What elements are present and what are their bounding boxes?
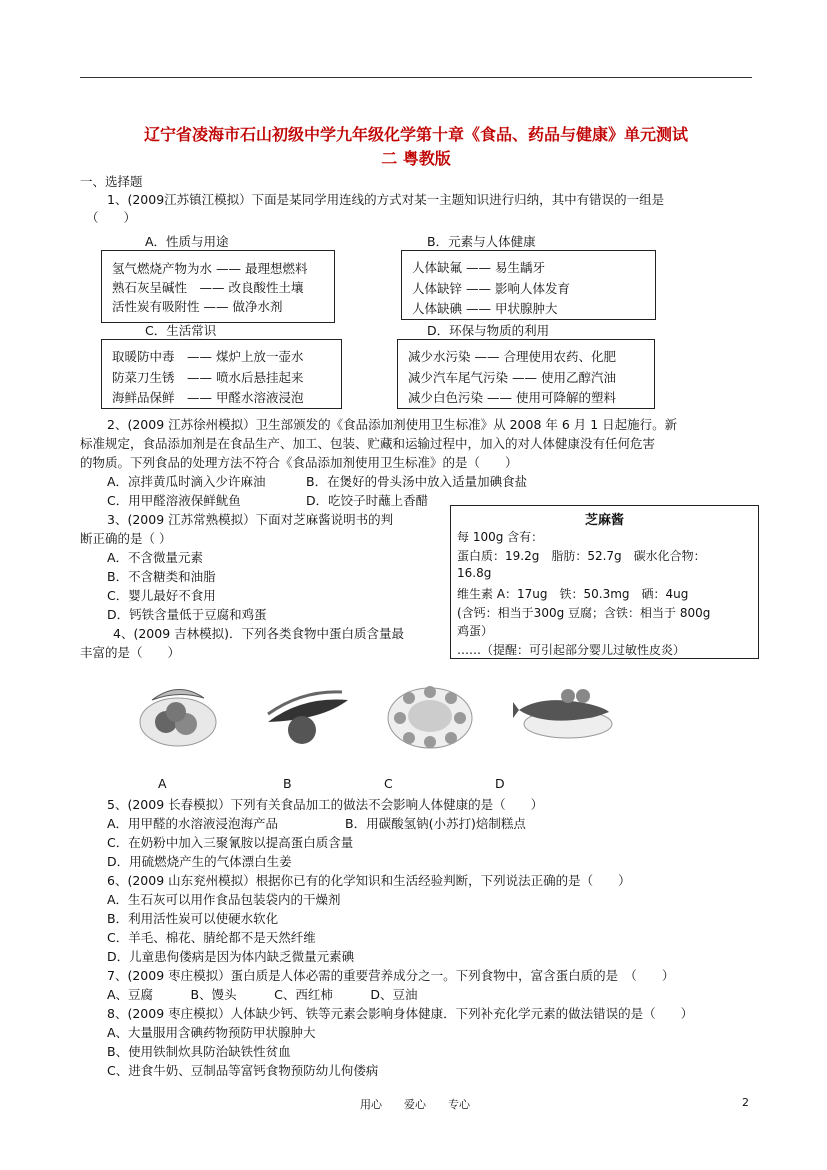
q2-option-b: B．在煲好的骨头汤中放入适量加碘食盐	[306, 474, 528, 489]
q2-option-a: A．凉拌黄瓜时滴入少许麻油	[107, 474, 266, 489]
q3-option: A．不含微量元素	[107, 550, 204, 565]
q8-option: A、大量服用含碘药物预防甲状腺肿大	[107, 1025, 316, 1040]
q1-c-line: 取暖防中毒 —— 煤炉上放一壶水	[112, 349, 304, 364]
section-heading: 一、选择题	[80, 174, 143, 189]
sesame-label-box	[450, 505, 759, 659]
q1-box-d	[397, 339, 655, 409]
q5-option: D．用硫燃烧产生的气体漂白生姜	[107, 854, 292, 869]
q2-stem: 标准规定，食品添加剂是在食品生产、加工、包装、贮藏和运输过程中，加入的对人体健康没有任何危害	[80, 436, 656, 451]
q5-option: C．在奶粉中加入三聚氰胺以提高蛋白质含量	[107, 835, 354, 850]
q6-option: A．生石灰可以用作食品包装袋内的干燥剂	[107, 892, 341, 907]
q5-option: A．用甲醛的水溶液浸泡海产品	[107, 816, 279, 831]
q2-stem: 2、(2009 江苏徐州模拟）卫生部颁发的《食品添加剂使用卫生标准》从 2008 年 6 月 1 日起施行。新	[107, 417, 678, 432]
sweet-potato-image	[262, 686, 352, 746]
q1-c-line: 海鲜品保鲜 —— 甲醛水溶液浸泡	[112, 390, 304, 405]
q2-option-c: C．用甲醛溶液保鲜鱿鱼	[107, 493, 241, 508]
q4-stem: 4、(2009 吉林模拟)．下列各类食物中蛋白质含量最	[113, 626, 404, 641]
q2-stem: 的物质。下列食品的处理方法不符合《食品添加剂使用卫生标准》的是（ ）	[80, 455, 518, 470]
q3-stem: 断正确的是（ ）	[80, 531, 172, 546]
page-number: 2	[742, 1096, 749, 1109]
q7-stem: 7、(2009 枣庄模拟）蛋白质是人体必需的重要营养成分之一。下列食物中，富含蛋白质的是 （ ）	[107, 968, 675, 983]
q4-stem: 丰富的是（ ）	[80, 645, 181, 660]
q3-option: C．婴儿最好不食用	[107, 588, 216, 603]
q8-option: B、使用铁制炊具防治缺铁性贫血	[107, 1044, 291, 1059]
sesame-row: 蛋白质：19.2g 脂肪：52.7g 碳水化合物：	[457, 549, 706, 563]
q1-d-label: D．环保与物质的利用	[427, 323, 550, 338]
q1-d-line: 减少汽车尾气污染 —— 使用乙醇汽油	[408, 370, 616, 385]
q4-picture-label: C	[384, 776, 393, 791]
sesame-row: ……（提醒：可引起部分婴儿过敏性皮炎）	[457, 643, 686, 657]
q1-stem: 1、(2009江苏镇江模拟）下面是某同学用连线的方式对某一主题知识进行归纳，其中有错误的一组是	[107, 192, 665, 207]
q1-a-line: 活性炭有吸附性 —— 做净水剂	[112, 299, 283, 314]
q1-c-line: 防菜刀生锈 —— 喷水后悬挂起来	[112, 370, 304, 385]
q4-picture-label: D	[495, 776, 505, 791]
q6-option: C．羊毛、棉花、腈纶都不是天然纤维	[107, 930, 316, 945]
header-rule	[80, 77, 752, 78]
q3-option: D．钙铁含量低于豆腐和鸡蛋	[107, 607, 267, 622]
q6-option: D．儿童患佝偻病是因为体内缺乏微量元素碘	[107, 949, 355, 964]
q1-a-line: 氢气燃烧产物为水 —— 最理想燃料	[112, 261, 308, 276]
q8-option: C、进食牛奶、豆制品等富钙食物预防幼儿佝偻病	[107, 1063, 379, 1078]
q1-stem-2: （ ）	[86, 210, 137, 225]
q4-picture-label: B	[283, 776, 292, 791]
fish-plate-image	[513, 682, 613, 742]
q1-d-line: 减少水污染 —— 合理使用农药、化肥	[408, 349, 616, 364]
sesame-row: 每 100g 含有：	[457, 530, 544, 544]
q1-d-line: 减少白色污染 —— 使用可降解的塑料	[408, 390, 616, 405]
page-title: 辽宁省凌海市石山初级中学九年级化学第十章《食品、药品与健康》单元测试	[143, 125, 688, 144]
sesame-row: (含钙：相当于300g 豆腐；含铁：相当于 800g	[457, 606, 711, 620]
q2-option-d: D．吃饺子时蘸上香醋	[306, 493, 429, 508]
q3-option: B．不含糖类和油脂	[107, 569, 216, 584]
q1-b-line: 人体缺氟 —— 易生龋牙	[412, 260, 545, 275]
fruit-plate-image	[138, 678, 218, 748]
q5-option: B．用碳酸氢钠(小苏打)焙制糕点	[345, 816, 526, 831]
q3-stem: 3、(2009 江苏常熟模拟）下面对芝麻酱说明书的判	[107, 512, 394, 527]
sesame-row: 维生素 A：17ug 铁：50.3mg 硒：4ug	[457, 587, 689, 601]
page-title-line2: 二 粤教版	[381, 149, 451, 168]
sesame-row: 16.8g	[457, 566, 492, 580]
q1-box-b	[401, 250, 656, 320]
q1-c-label: C．生活常识	[145, 323, 217, 338]
q1-b-line: 人体缺锌 —— 影响人体发育	[412, 281, 570, 296]
q8-stem: 8、(2009 枣庄模拟）人体缺少钙、铁等元素会影响身体健康．下列补充化学元素的做法错误的是（ ）	[107, 1006, 694, 1021]
q4-picture-label: A	[158, 776, 167, 791]
q1-box-c	[101, 339, 342, 409]
q7-options: A、豆腐 B、馒头 C、西红柿 D、豆油	[107, 987, 418, 1002]
q6-option: B．利用活性炭可以使硬水软化	[107, 911, 279, 926]
footer-motto: 用心 爱心 专心	[360, 1098, 470, 1111]
q1-b-label: B．元素与人体健康	[427, 234, 536, 249]
q1-b-line: 人体缺碘 —— 甲状腺肿大	[412, 301, 558, 316]
q5-stem: 5、(2009 长春模拟）下列有关食品加工的做法不会影响人体健康的是（ ）	[107, 797, 544, 812]
sesame-title: 芝麻酱	[584, 513, 624, 528]
q6-stem: 6、(2009 山东兖州模拟）根据你已有的化学知识和生活经验判断，下列说法正确的是（ ）	[107, 873, 631, 888]
sesame-row: 鸡蛋）	[457, 624, 494, 638]
rice-plate-image	[385, 680, 475, 750]
q1-a-label: A．性质与用途	[145, 234, 229, 249]
q1-box-a	[101, 250, 335, 323]
q1-a-line: 熟石灰呈碱性 —— 改良酸性土壤	[112, 280, 304, 295]
